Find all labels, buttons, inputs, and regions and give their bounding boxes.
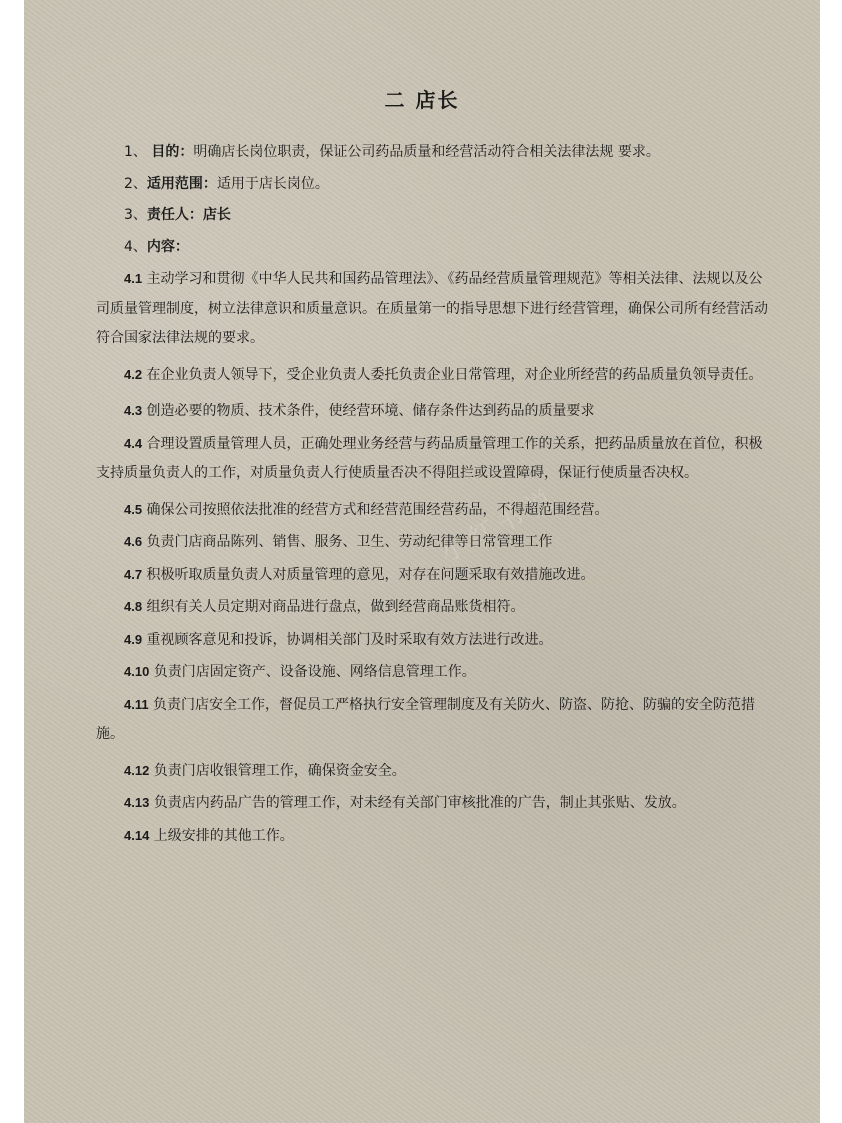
item-text: 负责门店固定资产、设备设施、网络信息管理工作。 xyxy=(153,664,476,680)
item-text: 合理设置质量管理人员，正确处理业务经营与药品质量管理工作的关系，把药品质量放在首位，积极支持质量负责人的工作，对质量负责人行使质量否决不得阻拦或设置障碍，保证行使质量否决权。 xyxy=(96,435,763,481)
list-item xyxy=(96,527,776,558)
section-text: 店长 xyxy=(202,207,231,223)
item-text: 负责店内药品广告的管理工作，对未经有关部门审核批准的广告，制止其张贴、发放。 xyxy=(153,795,686,811)
list-item xyxy=(96,821,776,852)
list-item xyxy=(96,396,776,427)
item-number: 4.12 xyxy=(124,762,150,778)
list-item xyxy=(96,360,776,391)
item-number: 4.8 xyxy=(124,599,143,614)
item-number: 4.3 xyxy=(124,403,143,418)
item-number: 4.9 xyxy=(124,631,143,647)
section-number: 4、 xyxy=(124,238,147,255)
item-text: 负责门店安全工作，督促员工严格执行安全管理制度及有关防火、防盗、防抢、防骗的安全防范措施。 xyxy=(96,696,756,742)
section-text: 适用于店长岗位。 xyxy=(216,175,329,192)
document-body xyxy=(96,138,776,851)
document-title: 二 店长 xyxy=(384,88,460,112)
watermark: 小红书说 xyxy=(435,482,563,570)
list-item xyxy=(96,495,776,526)
section-label: 内容： xyxy=(146,238,189,255)
item-text: 创造必要的物质、技术条件，使经营环境、储存条件达到药品的质量要求 xyxy=(146,403,595,419)
section-purpose xyxy=(96,138,776,168)
item-text: 组织有关人员定期对商品进行盘点，做到经营商品账货相符。 xyxy=(146,599,525,615)
item-text: 主动学习和贯彻《中华人民共和国药品管理法》、《药品经营质量管理规范》等相关法律、法规以及公司质量管理制度，树立法律意识和质量意识。在质量第一的指导思想下进行经营管理，确保公司所有经营活动符合国家法律法规的要求。 xyxy=(96,271,768,346)
item-text: 重视顾客意见和投诉，协调相关部门及时采取有效方法进行改进。 xyxy=(146,631,553,648)
item-number: 4.4 xyxy=(124,435,143,451)
item-text: 上级安排的其他工作。 xyxy=(153,827,294,844)
list-item xyxy=(96,657,776,688)
section-scope xyxy=(96,170,776,200)
section-label: 目的： xyxy=(151,144,194,160)
item-number: 4.1 xyxy=(124,271,143,286)
list-item xyxy=(96,788,776,819)
item-text: 负责门店收银管理工作，确保资金安全。 xyxy=(153,762,406,779)
section-number: 3、 xyxy=(124,207,147,223)
list-item xyxy=(96,690,776,750)
section-responsible xyxy=(96,201,776,231)
section-label: 责任人： xyxy=(146,207,203,223)
list-item xyxy=(96,625,776,656)
item-text: 负责门店商品陈列、销售、服务、卫生、劳动纪律等日常管理工作 xyxy=(146,534,553,550)
item-number: 4.10 xyxy=(124,664,150,679)
item-text: 积极听取质量负责人对质量管理的意见，对存在问题采取有效措施改进。 xyxy=(146,566,595,583)
item-number: 4.6 xyxy=(124,534,143,549)
item-number: 4.14 xyxy=(124,827,150,843)
section-label: 适用范围： xyxy=(146,175,217,192)
item-number: 4.5 xyxy=(124,501,143,517)
item-text: 在企业负责人领导下，受企业负责人委托负责企业日常管理，对企业所经营的药品质量负领导责任。 xyxy=(146,366,763,383)
section-number: 1、 xyxy=(124,144,147,160)
item-number: 4.13 xyxy=(124,795,150,810)
section-text: 明确店长岗位职责，保证公司药品质量和经营活动符合相关法律法规 要求。 xyxy=(193,144,660,160)
item-number: 4.7 xyxy=(124,566,143,582)
document-page xyxy=(24,0,820,1123)
list-item xyxy=(96,429,776,489)
item-number: 4.2 xyxy=(124,366,143,382)
section-number: 2、 xyxy=(124,175,147,192)
section-content xyxy=(96,233,776,263)
list-item xyxy=(96,560,776,591)
list-item xyxy=(96,592,776,623)
list-item xyxy=(96,756,776,787)
list-item xyxy=(96,264,776,354)
item-number: 4.11 xyxy=(124,696,149,712)
item-text: 确保公司按照依法批准的经营方式和经营范围经营药品，不得超范围经营。 xyxy=(146,501,609,518)
